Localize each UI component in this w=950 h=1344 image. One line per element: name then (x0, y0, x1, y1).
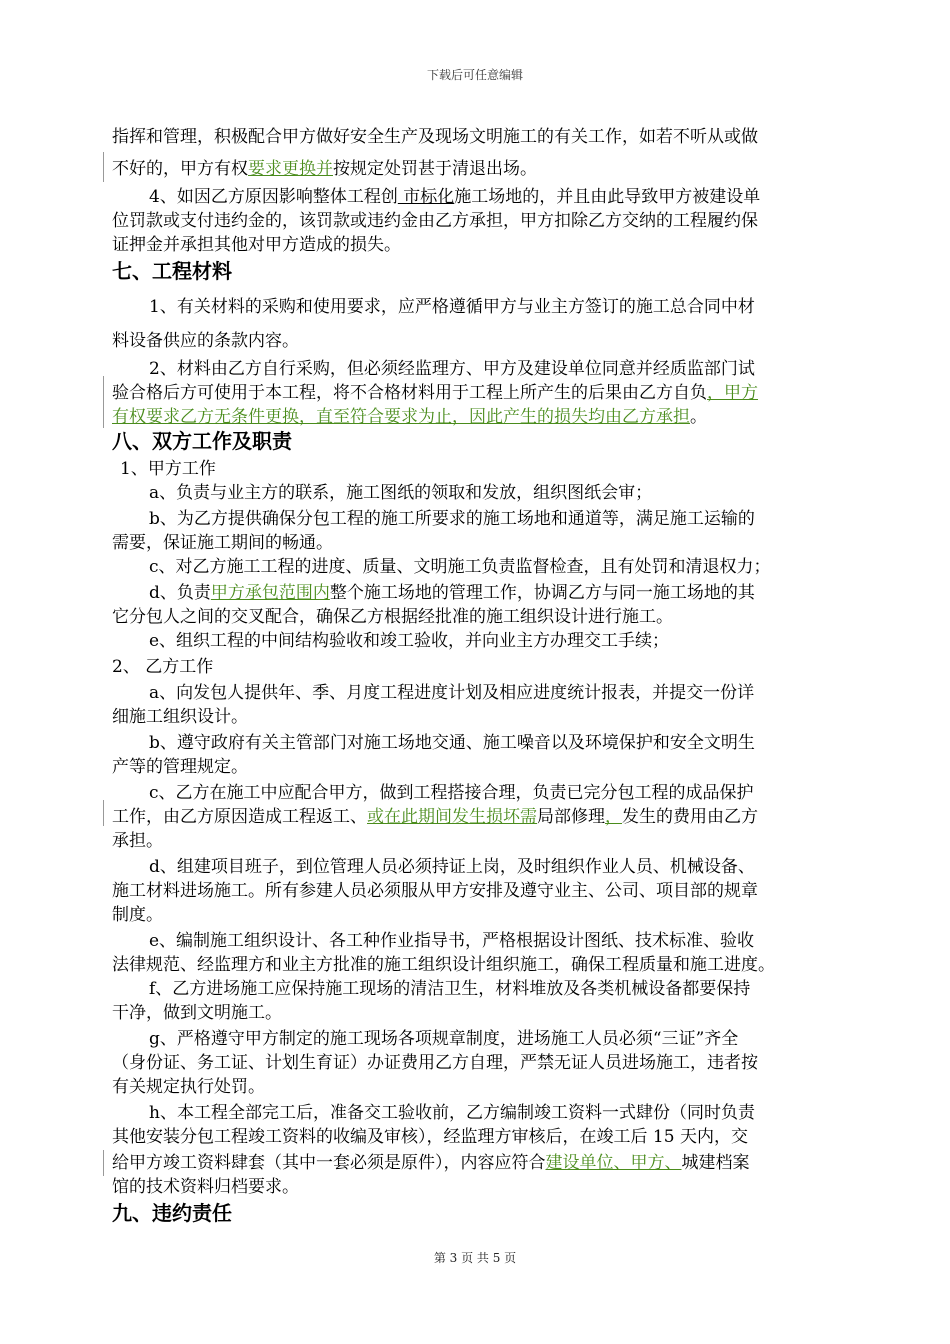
text-run: 城建档案 (681, 1153, 750, 1173)
paragraph-line: 料设备供应的条款内容。 (112, 331, 299, 351)
revision-insert: 有权要求乙方无条件更换，直至符合要求为止，因此产生的损失均由乙方承担 (112, 407, 690, 427)
text-run: 局部修理 (537, 807, 605, 827)
revision-insert: 或在此期间发生损坏需 (367, 807, 537, 827)
revision-insert: ，甲方 (707, 383, 758, 403)
text-run: d、负责 (149, 583, 211, 603)
paragraph-line: g、严格遵守甲方制定的施工现场各项规章制度，进场施工人员必须“三证”齐全 (149, 1029, 739, 1049)
paragraph-line: b、为乙方提供确保分包工程的施工所要求的施工场地和通道等，满足施工运输的 (149, 509, 755, 529)
paragraph-line: 承担。 (112, 831, 163, 851)
paragraph-line: 证押金并承担其他对甲方造成的损失。 (112, 235, 401, 255)
section-heading: 七、工程材料 (112, 259, 232, 283)
paragraph-line: e、编制施工组织设计、各工种作业指导书，严格根据设计图纸、技术标准、验收 (149, 931, 755, 951)
paragraph-line: 法律规范、经监理方和业主方批准的施工组织设计组织施工，确保工程质量和施工进度。 (112, 955, 775, 975)
paragraph-line: d、组建项目班子，到位管理人员必须持证上岗，及时组织作业人员、机械设备、 (149, 857, 755, 877)
paragraph-line: h、本工程全部完工后，准备交工验收前，乙方编制竣工资料一式肆份（同时负责 (149, 1103, 755, 1123)
paragraph-line: a、向发包人提供年、季、月度工程进度计划及相应进度统计报表，并提交一份详 (149, 683, 755, 703)
paragraph-line (112, 158, 537, 180)
page-header: 下载后可任意编辑 (426, 68, 523, 82)
revision-bar (103, 800, 104, 826)
revision-insert: 要求更换并 (248, 159, 333, 179)
paragraph-line: 产等的管理规定。 (112, 757, 248, 777)
text-run: 。 (690, 407, 707, 427)
text-run: 施工场地的，并且由此导致甲方被建设单 (454, 187, 761, 207)
paragraph-line: c、乙方在施工中应配合甲方，做到工程搭接合理，负责已完分包工程的成品保护 (149, 783, 754, 803)
text-run: 整个施工场地的管理工作，协调乙方与同一施工场地的其 (329, 583, 755, 603)
paragraph-line: e、组织工程的中间结构验收和竣工验收，并向业主方办理交工手续； (149, 631, 670, 651)
text-run: 4、如因乙方原因影响整体工程创 (149, 187, 398, 207)
text-run: 验合格后方可使用于本工程，将不合格材料用于工程上所产生的后果由乙方自负 (112, 383, 707, 403)
paragraph-line (112, 806, 758, 828)
paragraph-line: 干净，做到文明施工。 (112, 1003, 282, 1023)
paragraph-line: 馆的技术资料归档要求。 (112, 1177, 299, 1197)
paragraph-line: 需要，保证施工期间的畅通。 (112, 533, 333, 553)
text-run: 给甲方竣工资料肆套（其中一套必须是原件），内容应符合 (112, 1153, 546, 1173)
revision-bar (103, 376, 104, 428)
paragraph-line: a、负责与业主方的联系，施工图纸的领取和发放，组织图纸会审； (149, 483, 653, 503)
paragraph-line: 指挥和管理，积极配合甲方做好安全生产及现场文明施工的有关工作，如若不听从或做 (112, 127, 758, 147)
paragraph-line: 1、有关材料的采购和使用要求，应严格遵循甲方与业主方签订的施工总合同中材 (149, 297, 755, 317)
section-heading: 八、双方工作及职责 (112, 429, 292, 453)
paragraph-line: 其他安装分包工程竣工资料的收编及审核），经监理方审核后，在竣工后 15 天内，交 (112, 1127, 748, 1147)
paragraph-line (112, 382, 758, 404)
paragraph-line: 位罚款或支付违约金的，该罚款或违约金由乙方承担，甲方扣除乙方交纳的工程履约保 (112, 211, 758, 231)
paragraph-line: 它分包人之间的交叉配合，确保乙方根据经批准的施工组织设计进行施工。 (112, 607, 673, 627)
underlined-text: 市标化 (397, 187, 455, 207)
paragraph-line: f、乙方进场施工应保持施工现场的清洁卫生，材料堆放及各类机械设备都要保持 (149, 979, 751, 999)
paragraph-line (112, 1152, 750, 1174)
paragraph-line (149, 186, 760, 208)
revision-bar (103, 152, 104, 182)
paragraph-line: c、对乙方施工工程的进度、质量、文明施工负责监督检查，且有处罚和清退权力； (149, 557, 771, 577)
page-footer: 第 3 页 共 5 页 (433, 1251, 517, 1265)
paragraph-line: 细施工组织设计。 (112, 707, 248, 727)
section-heading: 九、违约责任 (112, 1201, 232, 1225)
paragraph-line: 有关规定执行处罚。 (112, 1077, 265, 1097)
revision-bar (103, 1150, 104, 1176)
paragraph-line: 制度。 (112, 905, 163, 925)
revision-insert: ， (605, 807, 622, 827)
paragraph-line: 2、材料由乙方自行采购，但必须经监理方、甲方及建设单位同意并经质监部门试 (149, 359, 755, 379)
revision-insert: 甲方承包范围内 (210, 583, 330, 603)
text-run: 按规定处罚甚于清退出场。 (333, 159, 537, 179)
paragraph-line: 施工材料进场施工。所有参建人员必须服从甲方安排及遵守业主、公司、项目部的规章 (112, 881, 758, 901)
paragraph-line: （身份证、务工证、计划生育证）办证费用乙方自理，严禁无证人员进场施工，违者按 (112, 1053, 758, 1073)
text-run: 工作，由乙方原因造成工程返工、 (112, 807, 367, 827)
paragraph-line (112, 406, 707, 428)
text-run: 发生的费用由乙方 (622, 807, 758, 827)
paragraph-line: b、遵守政府有关主管部门对施工场地交通、施工噪音以及环境保护和安全文明生 (149, 733, 755, 753)
paragraph-line (149, 582, 755, 604)
paragraph-line: 1、甲方工作 (120, 459, 216, 479)
text-run: 不好的，甲方有权 (112, 159, 248, 179)
revision-insert: 建设单位、甲方、 (545, 1153, 682, 1173)
paragraph-line: 2、 乙方工作 (112, 657, 214, 677)
